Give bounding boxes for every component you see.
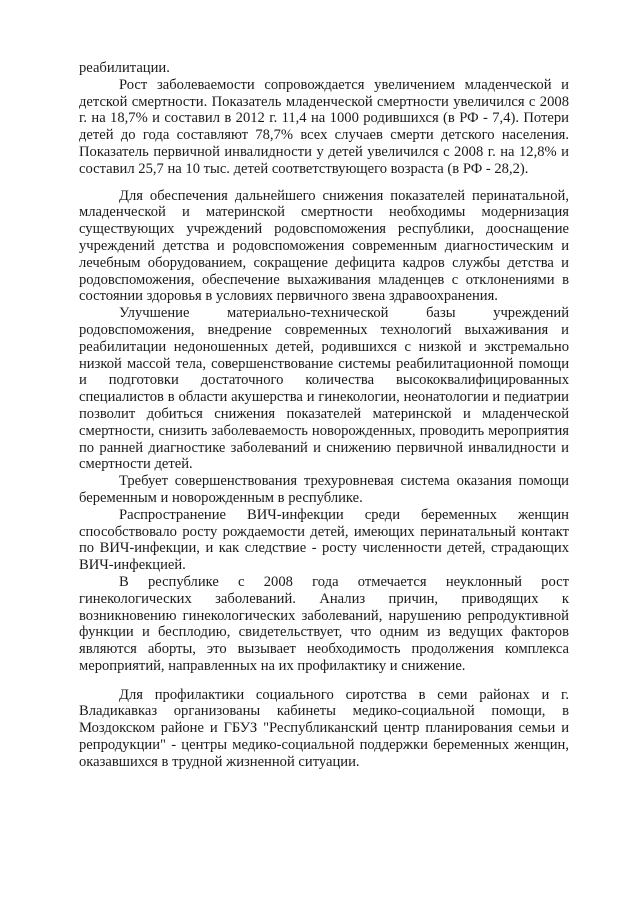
paragraph-hiv-infection: Распространение ВИЧ-инфекции среди беременных женщин способствовало росту рождаемости детей, имеющих перинатальный контакт по ВИЧ-инфекции, и как следствие - росту численности детей, страдающих ВИЧ-инфекцией. [79,506,569,574]
paragraph-continuation: реабилитации. [79,60,170,76]
document-page [79,60,569,771]
paragraph-three-level-system: Требует совершенствования трехуровневая система оказания помощи беременным и новорожденным в республике. [79,473,569,506]
paragraph-gynecological-diseases: В республике с 2008 года отмечается неуклонный рост гинекологических заболеваний. Анализ причин, приводящих к возникновению гинекологических заболеваний, нарушению репродуктивной функции и бесплодию, свидетельствует, что одним из ведущих факторов являются аборты, это вызывает необходимость продолжения комплекса мероприятий, направленных на их профилактику и снижение. [79,573,569,674]
paragraph-modernization: Для обеспечения дальнейшего снижения показателей перинатальной, младенческой и материнской смертности необходимы модернизация существующих учреждений родовспоможения республики, дооснащение учреждений детства и родовспоможения современным диагностическим и лечебным оборудованием, сокращение дефицита кадров службы детства и родовспоможения, обеспечение выхаживания младенцев с отклонениями в состоянии здоровья в условиях первичного звена здравоохранения. [79,187,569,305]
paragraph-material-base: Улучшение материально-технической базы учреждений родовспоможения, внедрение современных технологий выхаживания и реабилитации недоношенных детей, родившихся с низкой и экстремально низкой массой тела, совершенствование системы реабилитационной помощи и подготовки достаточного количества высококвалифицированных специалистов в области акушерства и гинекологии, неонатологии и педиатрии позволит добиться снижения показателей материнской и младенческой смертности, снизить заболеваемость новорожденных, проводить мероприятия по ранней диагностике заболеваний и снижению первичной инвалидности и смертности детей. [79,305,569,473]
paragraph-mortality-growth: Рост заболеваемости сопровождается увеличением младенческой и детской смертности. Показатель младенческой смертности увеличился с 2008 г. на 18,7% и составил в 2012 г. 11,4 на 1000 родившихся (в РФ - 7,4). Потери детей до года составляют 78,7% всех случаев смерти детского населения. Показатель первичной инвалидности у детей увеличился с 2008 г. на 12,8% и составил 25,7 на 10 тыс. детей соответствующего возраста (в РФ - 28,2). [79,76,569,177]
paragraph-social-orphanhood: Для профилактики социального сиротства в семи районах и г. Владикавказ организованы кабинеты медико-социальной помощи, в Моздокском районе и ГБУЗ "Республиканский центр планирования семьи и репродукции" - центры медико-социальной поддержки беременных женщин, оказавшихся в трудной жизненной ситуации. [79,686,569,770]
